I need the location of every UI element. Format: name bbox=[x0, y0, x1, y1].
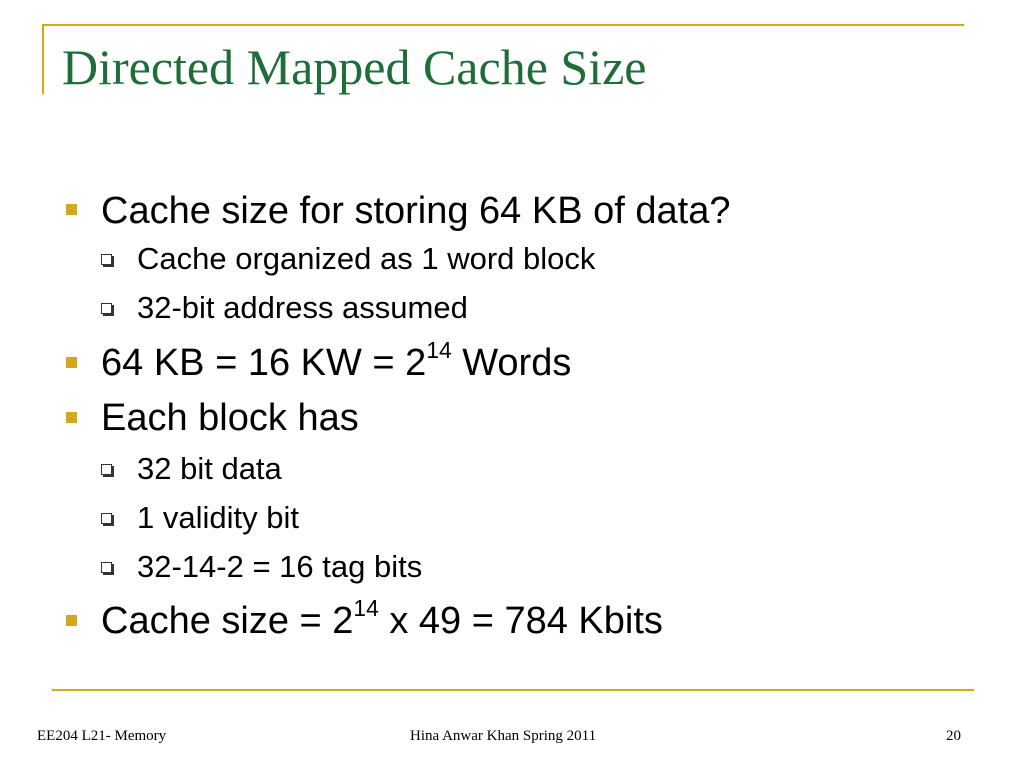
footer-course: EE204 L21- Memory bbox=[37, 728, 167, 744]
superscript: 14 bbox=[353, 594, 379, 621]
footer-page-number: 20 bbox=[946, 728, 961, 744]
bullet-item bbox=[101, 594, 663, 642]
bullet-square-icon bbox=[66, 412, 77, 423]
sub-bullet-item: 1 validity bit bbox=[137, 500, 299, 535]
sub-bullet-box-icon bbox=[101, 513, 112, 524]
sub-bullet-box-icon bbox=[101, 303, 112, 314]
bullet-text: Words bbox=[451, 342, 572, 384]
sub-bullet-box-icon bbox=[101, 254, 112, 265]
bullet-item: Each block has bbox=[101, 397, 359, 439]
bullet-square-icon bbox=[66, 204, 77, 215]
footer-author: Hina Anwar Khan Spring 2011 bbox=[410, 728, 597, 744]
bullet-square-icon bbox=[66, 615, 77, 626]
slide-title: Directed Mapped Cache Size bbox=[62, 39, 647, 95]
sub-bullet-item: 32-bit address assumed bbox=[137, 290, 468, 325]
bullet-text: 64 KB = 16 KW = 2 bbox=[101, 342, 427, 384]
sub-bullet-box-icon bbox=[101, 464, 112, 475]
sub-bullet-item: 32-14-2 = 16 tag bits bbox=[137, 549, 423, 584]
sub-bullet-item: 32 bit data bbox=[137, 451, 282, 486]
footer-rule bbox=[52, 689, 974, 691]
bullet-text: Cache size = 2 bbox=[101, 600, 354, 642]
bullet-text: x 49 = 784 Kbits bbox=[378, 600, 663, 642]
sub-bullet-box-icon bbox=[101, 562, 112, 573]
superscript: 14 bbox=[426, 336, 452, 363]
bullet-item bbox=[101, 336, 572, 384]
sub-bullet-item: Cache organized as 1 word block bbox=[137, 241, 596, 276]
bullet-square-icon bbox=[66, 357, 77, 368]
bullet-item: Cache size for storing 64 KB of data? bbox=[101, 190, 731, 232]
